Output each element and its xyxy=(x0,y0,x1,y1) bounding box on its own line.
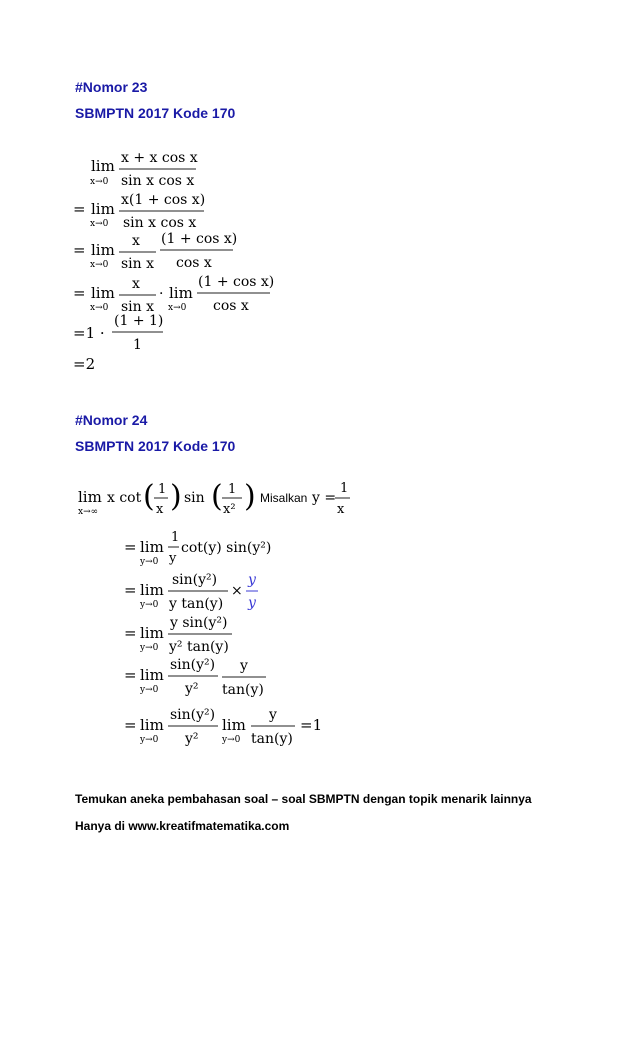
p23-step-2 xyxy=(73,192,205,231)
p24-step-5 xyxy=(124,707,322,747)
footer-promo-text: Temukan aneka pembahasan soal – soal SBMPTN dengan topik menarik lainnya xyxy=(75,792,532,806)
lim-subscript: y→0 xyxy=(140,557,159,567)
multiply-sign: × xyxy=(231,583,243,599)
equals-sign: = xyxy=(73,241,86,259)
fraction-numerator: sin(y²) xyxy=(172,572,218,588)
p23-step-4 xyxy=(73,274,274,315)
equals-sign: = xyxy=(124,538,137,556)
fraction-denominator: sin x cos x xyxy=(123,215,197,231)
lim-subscript: x→0 xyxy=(168,303,187,313)
problem-23-number: #Nomor 23 xyxy=(75,79,148,95)
lim-operator: lim xyxy=(140,624,164,642)
problem-24-source: SBMPTN 2017 Kode 170 xyxy=(75,438,236,454)
fraction-numerator: sin(y²) xyxy=(170,707,216,723)
multiply-dot: · xyxy=(159,286,164,302)
fraction-numerator: 1 xyxy=(340,481,349,496)
p23-step-5 xyxy=(73,313,163,353)
left-paren: ( xyxy=(211,479,223,514)
fraction-denominator: x xyxy=(156,502,164,517)
lim-operator: lim xyxy=(78,488,102,506)
expression-text: cot(y) sin(y²) xyxy=(181,540,272,556)
p23-step-1 xyxy=(90,150,198,189)
lim-operator: lim xyxy=(91,284,115,302)
fraction-numerator: 1 xyxy=(171,530,180,545)
equals-sign: = xyxy=(73,200,86,218)
p24-step-3 xyxy=(124,615,232,655)
lim-operator: lim xyxy=(140,581,164,599)
p24-step-4 xyxy=(124,657,266,698)
fraction-numerator: (1 + cos x) xyxy=(161,231,238,247)
fraction-denominator: y² tan(y) xyxy=(169,639,229,655)
equals-sign: = xyxy=(124,624,137,642)
fraction-denominator: x xyxy=(337,502,345,517)
fraction-numerator: (1 + 1) xyxy=(114,313,164,329)
lim-subscript: x→0 xyxy=(90,219,109,229)
fraction-denominator: y tan(y) xyxy=(169,596,224,612)
fraction-numerator: x xyxy=(132,233,140,249)
fraction-numerator: y xyxy=(248,572,256,588)
fraction-denominator: y xyxy=(169,551,177,566)
fraction-numerator: 1 xyxy=(158,482,167,497)
lim-subscript: x→∞ xyxy=(78,507,99,517)
equals-sign: = xyxy=(124,666,137,684)
footer-website-text: Hanya di www.kreatifmatematika.com xyxy=(75,819,290,833)
lim-subscript: y→0 xyxy=(140,643,159,653)
fraction-denominator: y² xyxy=(185,731,199,747)
fraction-denominator: x² xyxy=(223,502,236,517)
fraction-denominator: sin x cos x xyxy=(121,173,195,189)
fraction-numerator: (1 + cos x) xyxy=(198,274,275,290)
right-paren: ) xyxy=(244,479,256,514)
lim-subscript: y→0 xyxy=(222,735,241,745)
lim-operator: lim xyxy=(91,157,115,175)
problem-23-source: SBMPTN 2017 Kode 170 xyxy=(75,105,236,121)
p23-step-3 xyxy=(73,231,237,272)
fraction-denominator: sin x xyxy=(121,256,155,272)
fraction-numerator: sin(y²) xyxy=(170,657,216,673)
fraction-denominator: y xyxy=(248,595,256,611)
lim-operator: lim xyxy=(140,716,164,734)
equals-sign: = xyxy=(124,581,137,599)
fraction-denominator: sin x xyxy=(121,299,155,315)
problem-24-number: #Nomor 24 xyxy=(75,412,148,428)
lim-subscript: y→0 xyxy=(140,685,159,695)
lim-operator: lim xyxy=(91,200,115,218)
lim-subscript: y→0 xyxy=(140,735,159,745)
fraction-denominator: cos x xyxy=(176,255,212,271)
equals-sign: = xyxy=(73,284,86,302)
fraction-numerator: x(1 + cos x) xyxy=(121,192,206,208)
equals-sign: = xyxy=(124,716,137,734)
lim-subscript: x→0 xyxy=(90,303,109,313)
equals-one-times: =1 · xyxy=(73,324,105,342)
lim-subscript: x→0 xyxy=(90,177,109,187)
p24-step-1 xyxy=(124,530,271,567)
fraction-denominator: tan(y) xyxy=(251,731,293,747)
lim-operator: lim xyxy=(169,284,193,302)
expression-text: sin xyxy=(184,490,205,506)
fraction-numerator: y sin(y²) xyxy=(170,615,228,631)
lim-operator: lim xyxy=(140,666,164,684)
right-paren: ) xyxy=(170,479,182,514)
fraction-numerator: y xyxy=(269,707,277,723)
problem-24-solution xyxy=(70,478,390,750)
fraction-numerator: x xyxy=(132,276,140,292)
lim-subscript: y→0 xyxy=(140,600,159,610)
left-paren: ( xyxy=(143,479,155,514)
fraction-denominator: y² xyxy=(185,681,199,697)
lim-operator: lim xyxy=(91,241,115,259)
problem-23-solution xyxy=(70,145,330,375)
p23-final-answer: =2 xyxy=(73,355,96,373)
lim-operator: lim xyxy=(222,716,246,734)
substitution-variable: y = xyxy=(312,490,337,506)
expression-text: x cot xyxy=(107,490,142,506)
p24-step-2 xyxy=(124,572,258,612)
fraction-numerator: y xyxy=(240,658,248,674)
fraction-denominator: 1 xyxy=(133,337,142,353)
fraction-denominator: tan(y) xyxy=(222,682,264,698)
fraction-denominator: cos x xyxy=(213,298,249,314)
p24-first-line xyxy=(78,479,350,517)
substitution-note: Misalkan xyxy=(260,491,308,505)
lim-operator: lim xyxy=(140,538,164,556)
lim-subscript: x→0 xyxy=(90,260,109,270)
fraction-numerator: 1 xyxy=(228,482,237,497)
fraction-numerator: x + x cos x xyxy=(121,150,198,166)
p24-final-answer: =1 xyxy=(300,716,323,734)
